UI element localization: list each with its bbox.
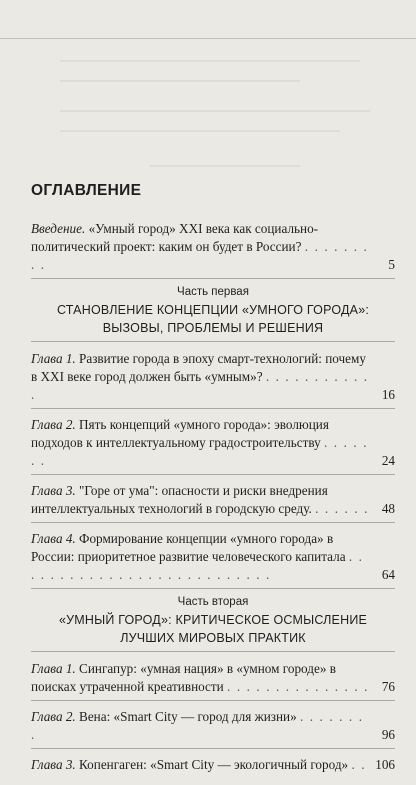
part-title-line: СТАНОВЛЕНИЕ КОНЦЕПЦИИ «УМНОГО ГОРОДА»: xyxy=(56,303,370,317)
entry-page: 48 xyxy=(381,501,395,516)
show-through-text xyxy=(0,0,416,160)
entry-text: Вена: «Smart City — город для жизни» xyxy=(79,709,297,724)
entry-label: Введение. xyxy=(31,221,86,236)
entry-text: Формирование концепции «умного города» в России: приоритетное развитие человеческого капитала xyxy=(31,531,346,564)
part-label: Часть первая xyxy=(177,286,249,298)
part-label: Часть вторая xyxy=(177,596,249,608)
toc-entry-intro[interactable] xyxy=(31,220,395,279)
entry-text: «Умный город» XXI века как социально-политический проект: каким он будет в России? xyxy=(31,221,319,254)
entry-label: Глава 4. xyxy=(31,531,76,546)
entry-label: Глава 2. xyxy=(31,709,76,724)
leader-dots: . . xyxy=(351,757,367,772)
toc-entry[interactable] xyxy=(31,756,395,778)
part-title xyxy=(31,301,395,342)
leader-dots: . . . . . . . xyxy=(31,435,369,468)
entry-label: Глава 3. xyxy=(31,483,76,498)
entry-label: Глава 3. xyxy=(31,757,76,772)
entry-page: 16 xyxy=(381,387,395,402)
toc-entry[interactable] xyxy=(31,530,395,589)
entry-text: "Горе от ума": опасности и риски внедрения интеллектуальных технологий в городскую среду. xyxy=(31,483,328,516)
entry-page: 5 xyxy=(388,257,395,272)
entry-page: 106 xyxy=(375,757,395,772)
part-title xyxy=(31,611,395,652)
leader-dots: . . . . . . . . . . . . . . . . . . . . . . . . . . . xyxy=(31,549,364,582)
entry-text: Сингапур: «умная нация» в «умном городе» в поисках утраченной креативности xyxy=(31,661,336,694)
leader-dots: . . . . . . xyxy=(315,501,369,516)
entry-label: Глава 1. xyxy=(31,351,76,366)
toc-entry[interactable] xyxy=(31,482,395,523)
entry-text: Пять концепций «умного города»: эволюция подходов к интеллектуальному градостроительству xyxy=(31,417,329,450)
entry-page: 76 xyxy=(381,679,395,694)
toc-title: ОГЛАВЛЕНИЕ xyxy=(31,182,142,199)
page-edge xyxy=(0,38,416,39)
leader-dots: . . . . . . . . . . . . xyxy=(31,369,369,402)
entry-page: 64 xyxy=(381,567,395,582)
toc-entry[interactable] xyxy=(31,660,395,701)
part-title-line: ВЫЗОВЫ, ПРОБЛЕМЫ И РЕШЕНИЯ xyxy=(102,321,324,335)
entry-label: Глава 1. xyxy=(31,661,76,676)
leader-dots: . . . . . . . . . xyxy=(31,239,369,272)
table-of-contents xyxy=(31,182,395,785)
entry-text: Копенгаген: «Smart City — экологичный город» xyxy=(79,757,349,772)
entry-text: Развитие города в эпоху смарт-технологий: почему в XXI веке город должен быть «умным»? xyxy=(31,351,366,384)
part-title-line: «УМНЫЙ ГОРОД»: КРИТИЧЕСКОЕ ОСМЫСЛЕНИЕ xyxy=(58,613,368,627)
entry-page: 24 xyxy=(381,453,395,468)
leader-dots: . . . . . . . . xyxy=(31,709,364,742)
entry-label: Глава 2. xyxy=(31,417,76,432)
toc-entry[interactable] xyxy=(31,708,395,749)
part-title-line: ЛУЧШИХ МИРОВЫХ ПРАКТИК xyxy=(120,631,306,645)
entry-page: 96 xyxy=(381,727,395,742)
toc-entry[interactable] xyxy=(31,350,395,409)
toc-entry[interactable] xyxy=(31,416,395,475)
leader-dots: . . . . . . . . . . . . . . . xyxy=(227,679,370,694)
